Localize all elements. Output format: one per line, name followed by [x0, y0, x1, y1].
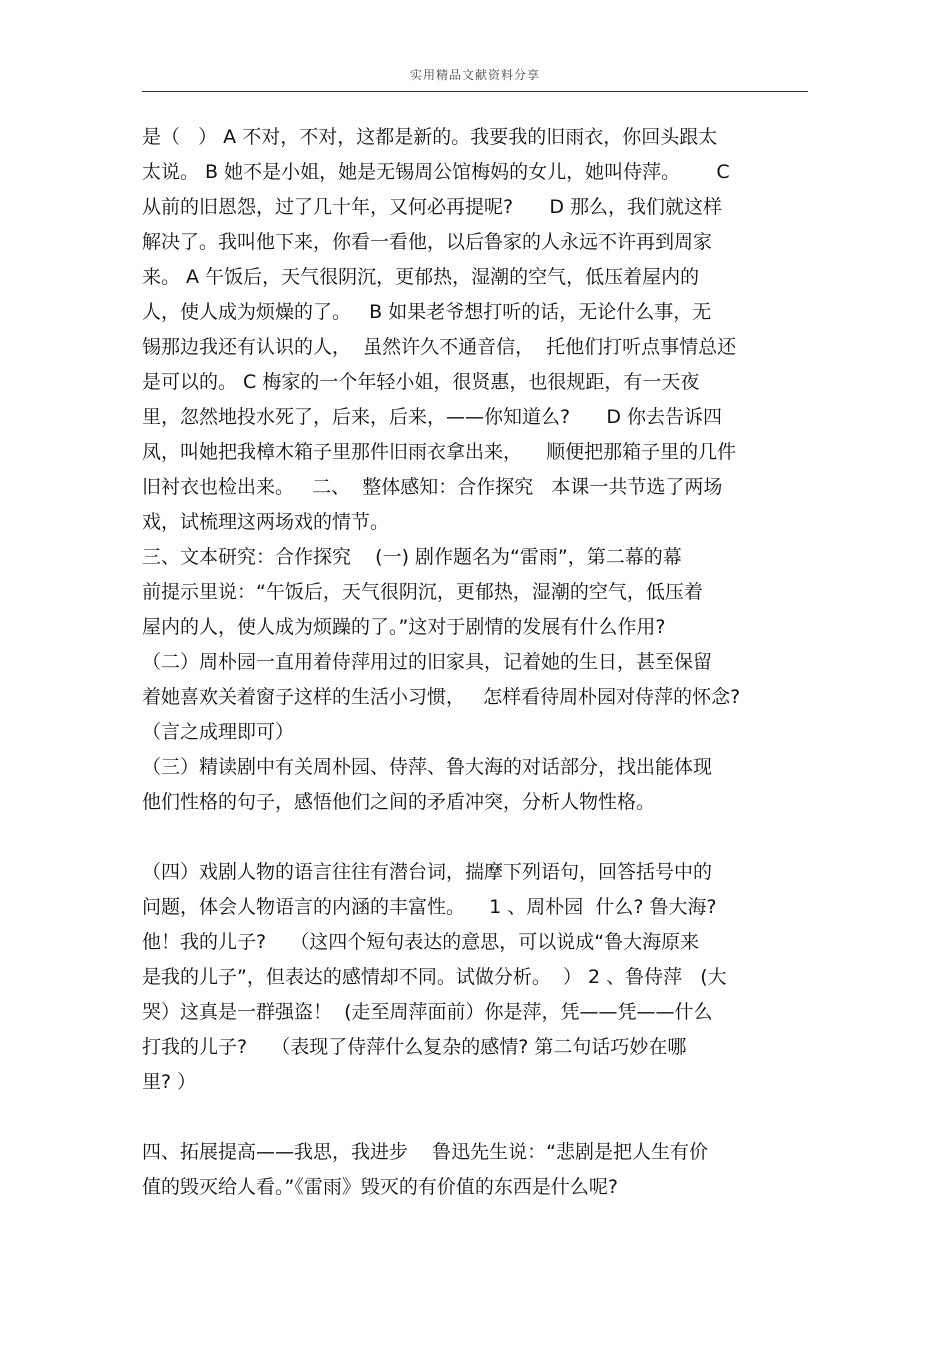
text-line: 前提示里说：“午饭后，天气很阴沉，更郁热，湿潮的空气，低压着: [142, 581, 703, 603]
text-line: 是可以的。 C 梅家的一个年轻小姐，很贤惠，也很规距，有一天夜: [142, 371, 700, 393]
text-line: 四、拓展提高——我思，我进步 鲁迅先生说：“悲剧是把人生有价: [142, 1141, 709, 1163]
text-line: 来。 A 午饭后，天气很阴沉，更郁热，湿潮的空气，低压着屋内的: [142, 266, 700, 288]
text-line: 屋内的人，使人成为烦躁的了。”这对于剧情的发展有什么作用?: [142, 616, 666, 638]
text-line: 凤，叫她把我樟木箱子里那件旧雨衣拿出来， 顺便把那箱子里的几件: [142, 441, 737, 463]
document-body: [142, 120, 808, 1205]
blank-line: [142, 820, 808, 855]
blank-line: [142, 1100, 808, 1135]
text-line: 从前的旧恩怨，过了几十年，又何必再提呢? D 那么，我们就这样: [142, 196, 722, 218]
page-header: 实用精品文献资料分享: [409, 68, 540, 82]
text-line: 戏，试梳理这两场戏的情节。: [142, 511, 390, 533]
text-line: 他们性格的句子，感悟他们之间的矛盾冲突，分析人物性格。: [142, 791, 656, 813]
text-line: 是（ ） A 不对，不对，这都是新的。我要我的旧雨衣，你回头跟太: [142, 126, 718, 148]
text-line: 三、文本研究：合作探究 (一) 剧作题名为“雷雨”，第二幕的幕: [142, 546, 682, 568]
text-line: 锡那边我还有认识的人， 虽然许久不通音信， 托他们打听点事情总还: [142, 336, 737, 358]
text-line: 里，忽然地投水死了，后来，后来，——你知道么? D 你去告诉四: [142, 406, 722, 428]
text-line: 哭）这真是一群强盗！ (走至周萍面前）你是萍，凭——凭——什么: [142, 1001, 713, 1023]
text-line: （四）戏剧人物的语言往往有潜台词，揣摩下列语句，回答括号中的: [142, 861, 713, 883]
text-line: 值的毁灭给人看。”《雷雨》毁灭的有价值的东西是什么呢?: [142, 1176, 618, 1198]
text-line: （二）周朴园一直用着侍萍用过的旧家具，记着她的生日，甚至保留: [142, 651, 713, 673]
text-line: （言之成理即可）: [142, 721, 295, 743]
text-line: 旧衬衣也检出来。 二、 整体感知：合作探究 本课一共节选了两场: [142, 476, 723, 498]
text-line: （三）精读剧中有关周朴园、侍萍、鲁大海的对话部分，找出能体现: [142, 756, 713, 778]
header-divider: [142, 91, 808, 92]
text-line: 是我的儿子”，但表达的感情却不同。试做分析。 ） 2 、鲁侍萍 (大: [142, 966, 727, 988]
text-line: 他！我的儿子? （这四个短句表达的意思，可以说成“鲁大海原来: [142, 931, 700, 953]
text-line: 太说。 B 她不是小姐，她是无锡周公馆梅妈的女儿，她叫侍萍。 C: [142, 161, 730, 183]
text-line: 着她喜欢关着窗子这样的生活小习惯， 怎样看待周朴园对侍萍的怀念?: [142, 686, 741, 708]
text-line: 解决了。我叫他下来，你看一看他，以后鲁家的人永远不许再到周家: [142, 231, 713, 253]
text-line: 里? ）: [142, 1071, 197, 1093]
text-line: 问题，体会人物语言的内涵的丰富性。 1 、周朴园 什么? 鲁大海?: [142, 896, 717, 918]
text-line: 打我的儿子? （表现了侍萍什么复杂的感情? 第二句话巧妙在哪: [142, 1036, 687, 1058]
text-line: 人，使人成为烦燥的了。 B 如果老爷想打听的话，无论什么事，无: [142, 301, 712, 323]
